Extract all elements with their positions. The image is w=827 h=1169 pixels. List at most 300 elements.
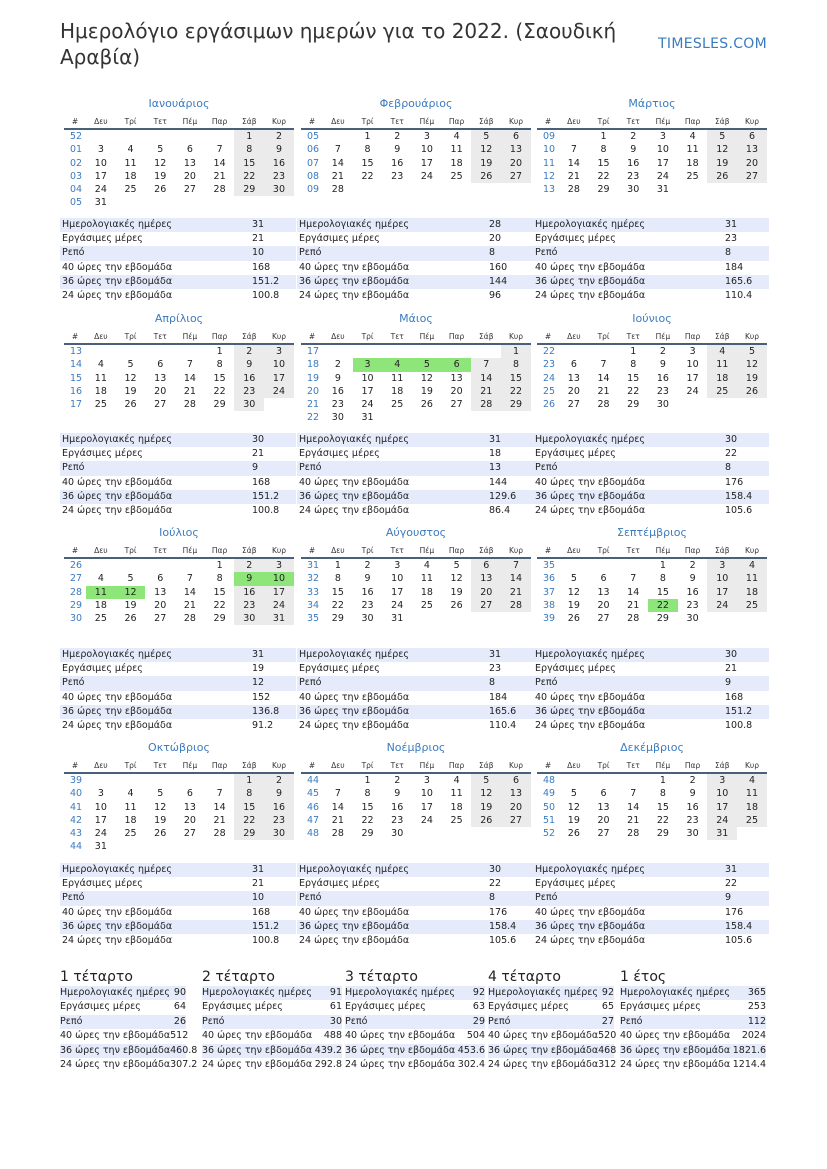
day-cell: 19 (471, 801, 501, 814)
day-cell: 7 (570, 144, 577, 156)
day-cell: 21 (331, 814, 344, 826)
empty-cell (323, 773, 353, 787)
stat-label: Ημερολογιακές ημέρες (62, 864, 172, 875)
stat-value: 176 (725, 906, 744, 918)
day-cell: 14 (597, 372, 610, 384)
stat-value: 165.6 (725, 275, 753, 287)
day-cell: 21 (183, 385, 196, 397)
month-stats (533, 648, 769, 733)
stat-label: Ρεπό (62, 892, 85, 904)
month-name: Απρίλιος (154, 312, 204, 325)
empty-cell (471, 411, 501, 424)
day-cell: 23 (361, 599, 374, 611)
week-number: 11 (543, 157, 556, 169)
weekday-header: Τρί (353, 758, 383, 773)
day-cell: 14 (471, 372, 501, 385)
stat-row (297, 676, 533, 690)
stat-label: Ρεπό (620, 1015, 643, 1027)
stat-label: 36 ώρες την εβδομάδα (299, 920, 410, 932)
day-cell: 23 (686, 599, 699, 611)
week-number: 04 (70, 184, 83, 196)
day-cell: 3 (707, 558, 737, 572)
stat-row (60, 863, 296, 877)
day-cell: 28 (597, 399, 610, 411)
weekday-header: Κυρ (501, 543, 531, 558)
weekday-header: Πέμ (412, 329, 442, 344)
week-number: 23 (543, 359, 556, 371)
stat-value: 110.4 (489, 719, 517, 731)
stat-row (60, 648, 296, 662)
weekday-header: Τρί (116, 329, 146, 344)
stat-label: 40 ώρες την εβδομάδα (299, 261, 410, 273)
stat-row (60, 275, 296, 289)
month-calendar (537, 526, 767, 625)
day-cell: 28 (567, 184, 580, 196)
empty-cell (234, 840, 264, 853)
stat-value: 105.6 (489, 934, 517, 946)
weekday-header: Πέμ (412, 114, 442, 129)
stat-row (533, 433, 769, 447)
stat-value: 31 (489, 649, 502, 660)
stat-row (297, 433, 533, 447)
stat-value: 92 (601, 987, 614, 998)
stat-value: 30 (725, 649, 738, 660)
stat-row (533, 691, 769, 705)
empty-cell (589, 773, 619, 787)
day-cell: 11 (737, 572, 767, 585)
day-cell: 27 (597, 828, 610, 840)
day-cell: 15 (361, 801, 374, 813)
stat-value: 8 (725, 247, 732, 259)
day-cell: 30 (264, 183, 294, 196)
day-cell: 23 (234, 599, 264, 612)
day-cell: 6 (501, 773, 531, 787)
stat-value: 21 (252, 448, 265, 460)
weekday-header: Κυρ (501, 329, 531, 344)
quarter-stat-row (345, 1058, 485, 1072)
stat-label: Ημερολογιακές ημέρες (62, 649, 172, 660)
stat-label: Ημερολογιακές ημέρες (299, 649, 409, 660)
weekday-header: Τρί (589, 543, 619, 558)
stat-label: Ρεπό (299, 462, 322, 474)
stat-value: 158.4 (725, 920, 753, 932)
day-cell: 25 (391, 399, 404, 411)
day-cell: 6 (501, 129, 531, 143)
day-cell: 4 (453, 775, 460, 786)
day-cell: 24 (391, 599, 404, 611)
day-cell: 7 (334, 788, 341, 800)
month-stats (60, 863, 296, 948)
day-cell: 23 (656, 385, 669, 397)
day-cell: 23 (264, 814, 294, 827)
day-cell: 1 (659, 560, 666, 571)
stat-value: 144 (489, 275, 508, 287)
stat-value: 9 (725, 677, 732, 689)
day-cell: 15 (361, 157, 374, 169)
stat-value: 8 (489, 247, 496, 259)
day-cell: 4 (737, 558, 767, 572)
week-number: 28 (70, 586, 83, 598)
week-number: 51 (543, 814, 556, 826)
day-cell: 21 (567, 170, 580, 182)
empty-cell (501, 827, 531, 840)
day-cell: 27 (450, 399, 463, 411)
stat-label: 40 ώρες την εβδομάδα (299, 906, 410, 918)
day-cell: 1 (600, 131, 607, 142)
empty-cell (442, 344, 472, 358)
day-cell: 24 (94, 184, 107, 196)
day-cell: 11 (124, 801, 137, 813)
empty-cell (234, 196, 264, 209)
stat-row (60, 447, 296, 461)
day-cell: 12 (154, 801, 167, 813)
quarter-stat-row (345, 1015, 485, 1029)
week-number: 10 (543, 144, 556, 156)
stat-row (60, 490, 296, 504)
site-logo[interactable]: TIMESLES.COM (658, 36, 767, 52)
stat-row (533, 719, 769, 733)
stat-value: 100.8 (252, 504, 280, 516)
weekday-header: # (301, 329, 323, 344)
day-cell: 26 (707, 170, 737, 183)
weekday-header: Δευ (323, 758, 353, 773)
stat-row (60, 906, 296, 920)
day-cell: 30 (686, 828, 699, 840)
weekday-header: Πέμ (175, 543, 205, 558)
stat-label: 40 ώρες την εβδομάδα (535, 906, 646, 918)
week-number: 35 (307, 613, 320, 625)
stat-label: 36 ώρες την εβδομάδα (202, 1044, 313, 1056)
month-calendar (64, 526, 294, 625)
empty-cell (205, 196, 235, 209)
stat-row (533, 275, 769, 289)
weekday-header: Κυρ (264, 758, 294, 773)
day-cell: 27 (471, 599, 501, 612)
week-number: 26 (543, 399, 556, 411)
stat-label: 40 ώρες την εβδομάδα (535, 261, 646, 273)
stat-row (297, 504, 533, 518)
quarter-stat-row (620, 1044, 766, 1058)
stat-row (297, 648, 533, 662)
day-cell: 18 (686, 157, 699, 169)
empty-cell (471, 344, 501, 358)
week-number: 46 (307, 801, 320, 813)
weekday-header: Δευ (559, 543, 589, 558)
stat-label: Ρεπό (62, 462, 85, 474)
day-cell: 12 (420, 372, 433, 384)
quarter-stat-row (60, 986, 186, 1000)
quarter-title: 2 τέταρτο (202, 969, 275, 985)
stat-row (60, 877, 296, 891)
empty-cell (145, 129, 175, 143)
day-cell: 12 (737, 358, 767, 371)
stat-label: Ημερολογιακές ημέρες (535, 649, 645, 660)
stat-row (60, 504, 296, 518)
day-cell: 7 (186, 573, 193, 585)
stat-value: 520 (598, 1030, 617, 1042)
stat-value: 92 (472, 987, 485, 998)
stat-label: Ρεπό (345, 1015, 368, 1027)
day-cell: 7 (630, 573, 637, 585)
stat-value: 1821.6 (732, 1044, 766, 1056)
stat-label: 24 ώρες την εβδομάδα (535, 934, 646, 946)
weekday-header: Τρί (589, 114, 619, 129)
stat-label: Ρεπό (299, 247, 322, 259)
stat-value: 168 (252, 261, 271, 273)
day-cell: 5 (471, 129, 501, 143)
day-cell: 19 (567, 814, 580, 826)
stat-row (297, 719, 533, 733)
weekday-header: Παρ (678, 114, 708, 129)
empty-cell (175, 344, 205, 358)
day-cell: 10 (264, 572, 294, 585)
stat-value: 61 (329, 1001, 342, 1013)
stat-value: 31 (725, 219, 738, 230)
week-number: 48 (543, 775, 556, 786)
empty-cell (678, 398, 708, 411)
day-cell: 1 (630, 346, 637, 357)
week-number: 02 (70, 157, 83, 169)
day-cell: 15 (213, 586, 226, 598)
week-number: 24 (543, 372, 556, 384)
day-cell: 27 (501, 814, 531, 827)
day-cell: 27 (154, 613, 167, 625)
stat-label: 36 ώρες την εβδομάδα (488, 1044, 599, 1056)
stat-value: 504 (466, 1030, 485, 1042)
day-cell: 14 (213, 157, 226, 169)
stat-row (60, 676, 296, 690)
stat-value: 100.8 (252, 289, 280, 301)
weekday-header: Κυρ (737, 329, 767, 344)
empty-cell (86, 129, 116, 143)
day-cell: 4 (127, 788, 134, 800)
week-number: 35 (543, 560, 556, 571)
empty-cell (442, 183, 472, 196)
day-cell: 11 (686, 144, 699, 156)
day-cell: 30 (686, 613, 699, 625)
stat-value: 168 (725, 691, 744, 703)
stat-label: Ημερολογιακές ημέρες (620, 987, 730, 998)
day-cell: 9 (334, 372, 341, 384)
quarter-title: 1 τέταρτο (60, 969, 133, 985)
day-cell: 27 (597, 613, 610, 625)
stat-row (60, 218, 296, 232)
stat-label: 40 ώρες την εβδομάδα (202, 1030, 313, 1042)
day-cell: 13 (154, 372, 167, 384)
week-number: 09 (543, 131, 556, 142)
stat-value: 158.4 (489, 920, 517, 932)
day-cell: 27 (737, 170, 767, 183)
weekday-header: Δευ (323, 329, 353, 344)
day-cell: 12 (471, 143, 501, 156)
day-cell: 23 (264, 170, 294, 183)
week-number: 03 (70, 170, 83, 182)
stat-label: 40 ώρες την εβδομάδα (299, 476, 410, 488)
day-cell: 6 (600, 788, 607, 800)
stat-label: Ρεπό (62, 677, 85, 689)
day-cell: 22 (501, 385, 531, 398)
day-cell: 21 (471, 385, 501, 398)
stat-label: 40 ώρες την εβδομάδα (62, 476, 173, 488)
stat-value: 30 (489, 864, 502, 875)
day-cell: 20 (183, 814, 196, 826)
stat-row (60, 920, 296, 934)
stat-row (297, 476, 533, 490)
week-number: 07 (307, 157, 320, 169)
day-cell: 27 (501, 170, 531, 183)
weekday-header: Παρ (205, 114, 235, 129)
stat-label: 24 ώρες την εβδομάδα (60, 1058, 171, 1070)
stat-label: Ημερολογιακές ημέρες (299, 434, 409, 445)
stat-label: Ρεπό (299, 677, 322, 689)
weekday-header: Σάβ (471, 543, 501, 558)
week-number: 29 (70, 599, 83, 611)
stat-row (533, 246, 769, 260)
stat-label: 24 ώρες την εβδομάδα (345, 1058, 456, 1070)
day-cell: 3 (264, 558, 294, 572)
day-cell: 4 (453, 131, 460, 142)
day-cell: 7 (630, 788, 637, 800)
stat-row (533, 289, 769, 303)
day-cell: 26 (471, 170, 501, 183)
week-number: 13 (543, 184, 556, 196)
quarter-stat-row (345, 986, 485, 1000)
weekday-header: Δευ (559, 114, 589, 129)
day-cell: 24 (707, 814, 737, 827)
day-cell: 5 (471, 773, 501, 787)
empty-cell (678, 183, 708, 196)
empty-cell (707, 398, 737, 411)
day-cell: 1 (234, 129, 264, 143)
day-cell: 16 (264, 157, 294, 170)
day-cell: 19 (420, 385, 433, 397)
day-cell: 8 (364, 788, 371, 800)
stat-label: Ρεπό (535, 247, 558, 259)
day-cell: 20 (154, 599, 167, 611)
day-cell: 28 (183, 399, 196, 411)
weekday-header: # (301, 543, 323, 558)
stat-row (297, 877, 533, 891)
weekday-header: Παρ (678, 543, 708, 558)
empty-cell (501, 612, 531, 625)
day-cell: 17 (707, 801, 737, 814)
quarter-stat-row (60, 1058, 198, 1072)
weekday-header: Κυρ (737, 543, 767, 558)
day-cell: 2 (394, 775, 401, 786)
quarter-stat-row (345, 1000, 485, 1014)
day-cell: 29 (234, 827, 264, 840)
day-cell: 1 (501, 344, 531, 358)
weekday-header: Δευ (86, 758, 116, 773)
day-cell: 28 (627, 828, 640, 840)
empty-cell (323, 344, 353, 358)
stat-value: 158.4 (725, 490, 753, 502)
empty-cell (116, 840, 146, 853)
day-cell: 29 (213, 399, 226, 411)
empty-cell (737, 183, 767, 196)
day-cell: 9 (264, 143, 294, 156)
stat-row (297, 246, 533, 260)
day-cell: 16 (686, 801, 699, 813)
week-number: 17 (70, 399, 83, 411)
weekday-header: Σάβ (234, 114, 264, 129)
day-cell: 21 (183, 599, 196, 611)
day-cell: 23 (391, 814, 404, 826)
stat-row (533, 662, 769, 676)
stat-value: 22 (489, 878, 502, 890)
day-cell: 13 (501, 143, 531, 156)
day-cell: 26 (567, 828, 580, 840)
quarter-title: 4 τέταρτο (488, 969, 561, 985)
day-cell: 5 (707, 129, 737, 143)
weekday-header: Παρ (442, 114, 472, 129)
day-cell: 9 (630, 144, 637, 156)
weekday-header: Παρ (205, 758, 235, 773)
month-calendar (301, 312, 531, 425)
empty-cell (145, 558, 175, 572)
empty-cell (589, 558, 619, 572)
stat-label: Ημερολογιακές ημέρες (345, 987, 455, 998)
weekday-header: Δευ (86, 543, 116, 558)
day-cell: 28 (183, 613, 196, 625)
stat-row (60, 461, 296, 475)
week-number: 39 (70, 775, 83, 786)
day-cell: 31 (361, 412, 374, 424)
stat-label: Ρεπό (60, 1015, 83, 1027)
day-cell: 18 (94, 385, 107, 397)
quarter-stat-row (202, 1015, 342, 1029)
empty-cell (145, 344, 175, 358)
day-cell: 20 (501, 801, 531, 814)
day-cell: 30 (331, 412, 344, 424)
day-cell: 19 (471, 157, 501, 170)
stat-value: 184 (489, 691, 508, 703)
day-cell: 2 (234, 344, 264, 358)
stat-value: 30 (329, 1015, 342, 1027)
week-number: 39 (543, 613, 556, 625)
day-cell: 18 (737, 586, 767, 599)
day-cell: 8 (600, 144, 607, 156)
stat-value: 31 (252, 864, 265, 875)
stat-row (60, 662, 296, 676)
day-cell: 19 (450, 586, 463, 598)
day-cell: 8 (234, 787, 264, 800)
weekday-header: Παρ (678, 758, 708, 773)
day-cell: 20 (450, 385, 463, 397)
empty-cell (86, 344, 116, 358)
month-calendar (64, 741, 294, 854)
stat-value: 27 (601, 1015, 614, 1027)
quarter-stat-row (488, 1000, 614, 1014)
day-cell: 29 (331, 613, 344, 625)
day-cell: 22 (213, 599, 226, 611)
day-cell: 4 (97, 573, 104, 585)
day-cell: 20 (154, 385, 167, 397)
stat-value: 10 (252, 892, 265, 904)
stat-label: 24 ώρες την εβδομάδα (299, 289, 410, 301)
stat-value: 2024 (741, 1030, 766, 1042)
empty-cell (116, 773, 146, 787)
stat-row (533, 863, 769, 877)
day-cell: 7 (216, 788, 223, 800)
day-cell: 17 (264, 372, 294, 385)
day-cell: 15 (331, 586, 344, 598)
stat-row (533, 705, 769, 719)
stat-row (297, 218, 533, 232)
stat-value: 307.2 (170, 1058, 198, 1070)
quarter-stat-row (620, 1029, 766, 1043)
stat-row (60, 891, 296, 905)
